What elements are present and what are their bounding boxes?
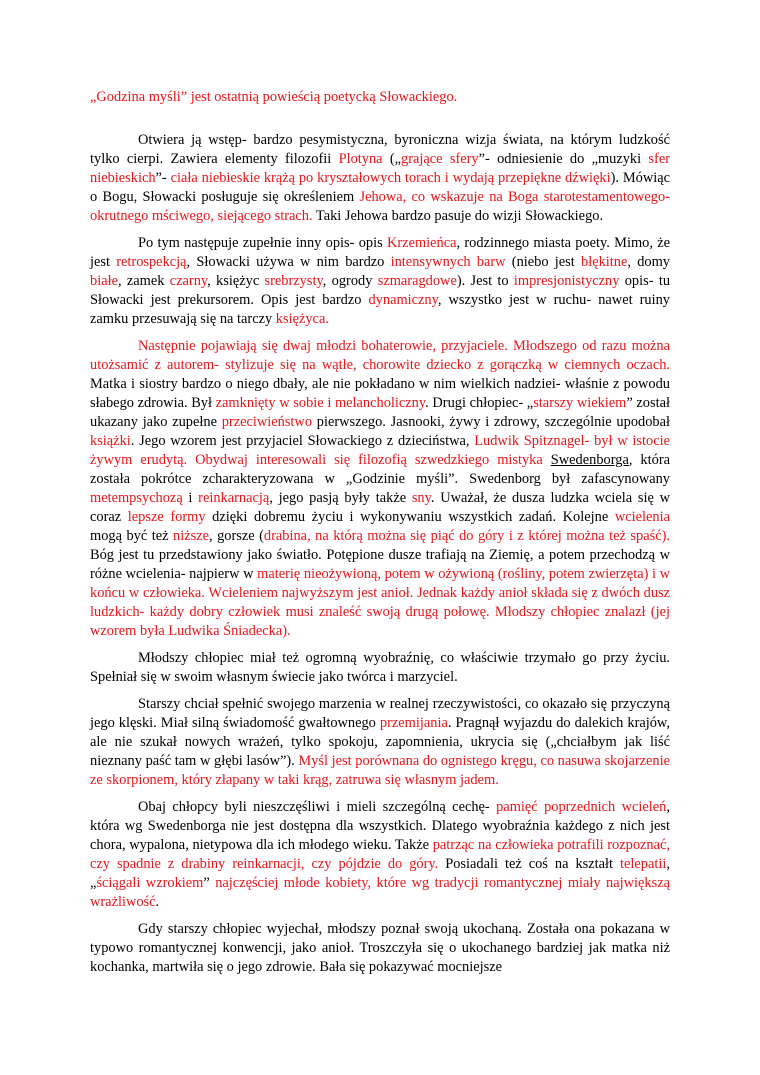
text-run: ). Jest to [456,273,514,289]
text-run: . Jego wzorem jest przyjaciel Słowackiego z dzieciństwa, [130,433,475,449]
highlighted-text: metempsychozą [90,490,183,506]
highlighted-text: Plotyna [338,151,383,167]
highlighted-text: Krzemieńca [387,235,457,251]
highlighted-text: sny [411,490,431,506]
paragraph-4 [90,649,670,687]
text-run: ” [203,875,216,891]
text-run: Posiadali też coś na kształt [438,856,621,872]
highlighted-text: zamknięty w sobie i melancholiczny [215,395,426,411]
text-run: Młodszy chłopiec miał też ogromną wyobraźnię, co właściwie trzymało go przy życiu. Spełniał się w swoim własnym świecie jako twórca i marzyciel. [90,650,670,685]
text-run: . Uważał, że dusza ludzka wciela się w coraz [90,490,670,525]
text-run: . Drugi chłopiec- „ [425,395,534,411]
highlighted-text: najczęściej młode kobiety, które wg tradycji romantycznej miały największą wrażliwość [90,875,670,910]
text-run: , która wg Swedenborga nie jest dostępna dla wszystkich. Dlatego wyobraźnia każdego z nich jest chora, wypalona, nietypowa dla ich młodego wieku. Także [90,799,670,853]
highlighted-text: reinkarnacją [198,490,270,506]
text-run: , zamek [117,273,170,289]
text-run: , gorsze ( [208,528,264,544]
text-run: Starszy chciał spełnić swojego marzenia w realnej rzeczywistości, co okazało się przyczyną jego klęski. Miał silną świadomość gwałtownego [90,696,670,731]
text-run: Gdy starszy chłopiec wyjechał, młodszy poznał swoją ukochaną. Została ona pokazana w typowo romantycznej konwencji, jako anioł. Troszczyła się o ukochanego bardziej jak matka niż kochanka, martwiła się o jego zdrowie. Bała się pokazywać mocniejsze [90,921,670,975]
highlighted-text: starszy wiekiem [533,395,627,411]
text-run: dzięki dobremu życiu i wykonywaniu wszystkich zadań. Kolejne [205,509,615,525]
text-run: ” został ukazany jako zupełne [90,395,670,430]
text-run: ”- odniesienie do „muzyki [478,151,649,167]
paragraph-3 [90,337,670,641]
highlighted-text: Jehowa, co wskazuje na Boga starotestamentowego- okrutnego mściwego, siejącego strach. [90,189,670,224]
text-run: pierwszego. Jasnooki, żywy i zdrowy, szczególnie upodobał [312,414,670,430]
text-run: i [182,490,199,506]
highlighted-text: impresjonistyczny [513,273,620,289]
text-run: ). Mówiąc o Bogu, Słowacki posługuje się określeniem [90,170,670,205]
text-run: Po tym następuje zupełnie inny opis- opis [138,235,387,251]
paragraph-2 [90,234,670,329]
highlighted-text: intensywnych barw [390,254,506,270]
text-run: opis- tu Słowacki jest prekursorem. Opis jest bardzo [90,273,671,308]
highlighted-text: retrospekcją [116,254,187,270]
highlighted-text: ciała niebieskie krążą po kryształowych torach i wydają przepiękne dźwięki [170,170,611,186]
highlighted-text: szmaragdowe [377,273,457,289]
underlined-text: Swedenborga [550,452,629,468]
paragraph-1 [90,131,670,226]
paragraph-5 [90,695,670,790]
highlighted-text: księżyca. [275,311,329,327]
text-run: Taki Jehowa bardzo pasuje do wizji Słowackiego. [312,208,604,224]
text-run: Bóg jest tu przedstawiony jako światło. Potępione dusze trafiają na Ziemię, a potem przechodzą w różne wcielenia- najpierw w [90,547,670,582]
highlighted-text: ściągali wzrokiem [96,875,204,891]
highlighted-text: sfer niebieskich [90,151,670,186]
highlighted-text: lepsze formy [127,509,206,525]
text-run: , jego pasją były także [269,490,412,506]
highlighted-text: materię nieożywioną, potem w ożywioną (rośliny, potem zwierzęta) i w końcu w człowieka. Wcieleniem najwyższym jest anioł. Jednak każdy anioł składa się z dwóch dusz ludzkich- każdy dobry człowiek musi znaleść swoją drugą połowę. Młodszy chłopiec znalazł (jej wzorem była Ludwika Śniadecka). [90,566,671,639]
text-run: Obaj chłopcy byli nieszczęśliwi i mieli szczególną cechę- [138,799,497,815]
text-run: . [155,894,160,910]
highlighted-text: książki [90,433,131,449]
text-run: , „ [90,856,670,891]
document-page [90,88,670,985]
text-run: Otwiera ją wstęp- bardzo pesymistyczna, byroniczna wizja świata, na którym ludzkość tylko cierpi. Zawiera elementy filozofii [90,132,670,167]
highlighted-text: grające sfery [401,151,479,167]
text-run: („ [382,151,402,167]
highlighted-text: niższe [173,528,209,544]
highlighted-text: białe [90,273,118,289]
text-run: mogą być też [90,528,174,544]
highlighted-text: Myśl jest porównana do ognistego kręgu, co nasuwa skojarzenie ze skorpionem, który złapany w taki krąg, zatruwa się własnym jadem. [90,753,670,788]
text-run: , rodzinnego miasta poety. Mimo, że jest [90,235,671,270]
highlighted-text: czarny [169,273,208,289]
text-run: , ogrody [322,273,378,289]
text-run: , która została pokrótce zcharakteryzowana w „Godzinie myśli”. Swedenborg był zafascynowany [90,452,671,487]
text-run: , wszystko jest w ruchu- nawet ruiny zamku przesuwają się na tarczy [90,292,671,327]
text-run: (niebo jest [505,254,581,270]
highlighted-text: pamięć poprzednich wcieleń [496,799,667,815]
highlighted-text: przemijania [379,715,448,731]
highlighted-text: telepatii [620,856,667,872]
highlighted-text: wcielenia [614,509,670,525]
paragraph-6 [90,798,670,912]
document-body [90,131,670,977]
highlighted-text: patrząc na człowieka potrafili rozpoznać, czy spadnie z drabiny reinkarnacji, czy pójdzie do góry. [90,837,670,872]
highlighted-text: przeciwieństwo [221,414,313,430]
text-run: , domy [627,254,670,270]
highlighted-text: drabina, na którą można się piąć do góry i z której można też spaść). [263,528,670,544]
text-run: ”- [155,170,171,186]
highlighted-text: dynamiczny [368,292,438,308]
highlighted-text: Następnie pojawiają się dwaj młodzi bohaterowie, przyjaciele. Młodszego od razu można utożsamić z autorem- stylizuje się na wątłe, chorowite dziecko z gorączką w ciemnych oczach. [90,338,670,373]
paragraph-7 [90,920,670,977]
highlighted-text: błękitne [581,254,628,270]
highlighted-text: srebrzysty [264,273,323,289]
document-title: „Godzina myśli” jest ostatnią powieścią poetycką Słowackiego. [90,89,458,105]
highlighted-text: Ludwik Spitznagel- był w istocie żywym erudytą. Obydwaj interesowali się filozofią szwedzkiego mistyka [90,433,670,468]
text-run: . Pragnął wyjazdu do dalekich krajów, ale nie szukał nowych wrażeń, tylko spokoju, zapomnienia, ukrycia się („chciałbym jak liść nieznany paść tam w głębi lasów”). [90,715,670,769]
text-run: Matka i siostry bardzo o niego dbały, ale nie pokładano w nim wielkich nadziei- właśnie z powodu słabego zdrowia. Był [90,376,670,411]
text-run: , Słowacki używa w nim bardzo [186,254,391,270]
text-run: , księżyc [207,273,265,289]
